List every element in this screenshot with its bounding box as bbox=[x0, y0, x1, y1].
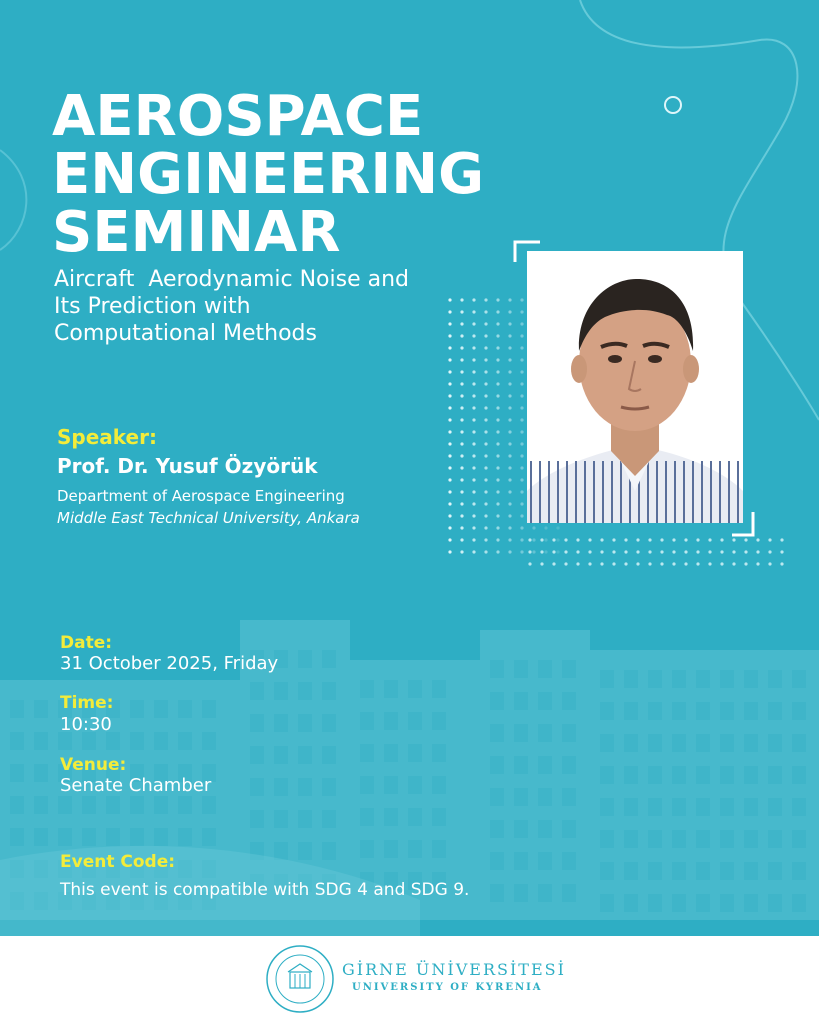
venue-value: Senate Chamber bbox=[60, 775, 212, 796]
university-name-en: UNIVERSITY OF KYRENIA bbox=[352, 982, 543, 993]
date-value: 31 October 2025, Friday bbox=[60, 653, 279, 674]
time-value: 10:30 bbox=[60, 714, 112, 735]
subtitle-line-3: Computational Methods bbox=[54, 321, 317, 346]
university-name-tr: GİRNE ÜNİVERSİTESİ bbox=[342, 960, 566, 979]
time-label: Time: bbox=[60, 693, 114, 713]
seminar-subtitle bbox=[54, 266, 504, 347]
university-seal-logo bbox=[265, 944, 335, 1014]
speaker-photo bbox=[527, 251, 743, 523]
event-code-label: Event Code: bbox=[60, 852, 176, 872]
date-label: Date: bbox=[60, 633, 113, 653]
footer-bar bbox=[0, 936, 819, 1024]
subtitle-line-1: Aircraft Aerodynamic Noise and bbox=[54, 267, 409, 292]
speaker-portrait bbox=[527, 251, 743, 523]
ring-decoration bbox=[665, 97, 681, 113]
speaker-institution: Middle East Technical University, Ankara bbox=[57, 509, 360, 527]
event-code-value: This event is compatible with SDG 4 and SDG 9. bbox=[60, 880, 470, 900]
title-line-1: AEROSPACE bbox=[52, 84, 424, 149]
speaker-label: Speaker: bbox=[57, 425, 157, 449]
title-line-3: SEMINAR bbox=[52, 200, 341, 265]
subtitle-line-2: Its Prediction with bbox=[54, 294, 251, 319]
speaker-department: Department of Aerospace Engineering bbox=[57, 487, 345, 505]
dot-grid bbox=[528, 538, 783, 565]
venue-label: Venue: bbox=[60, 755, 127, 775]
title-line-2: ENGINEERING bbox=[52, 142, 485, 207]
speaker-name: Prof. Dr. Yusuf Özyörük bbox=[57, 454, 318, 478]
